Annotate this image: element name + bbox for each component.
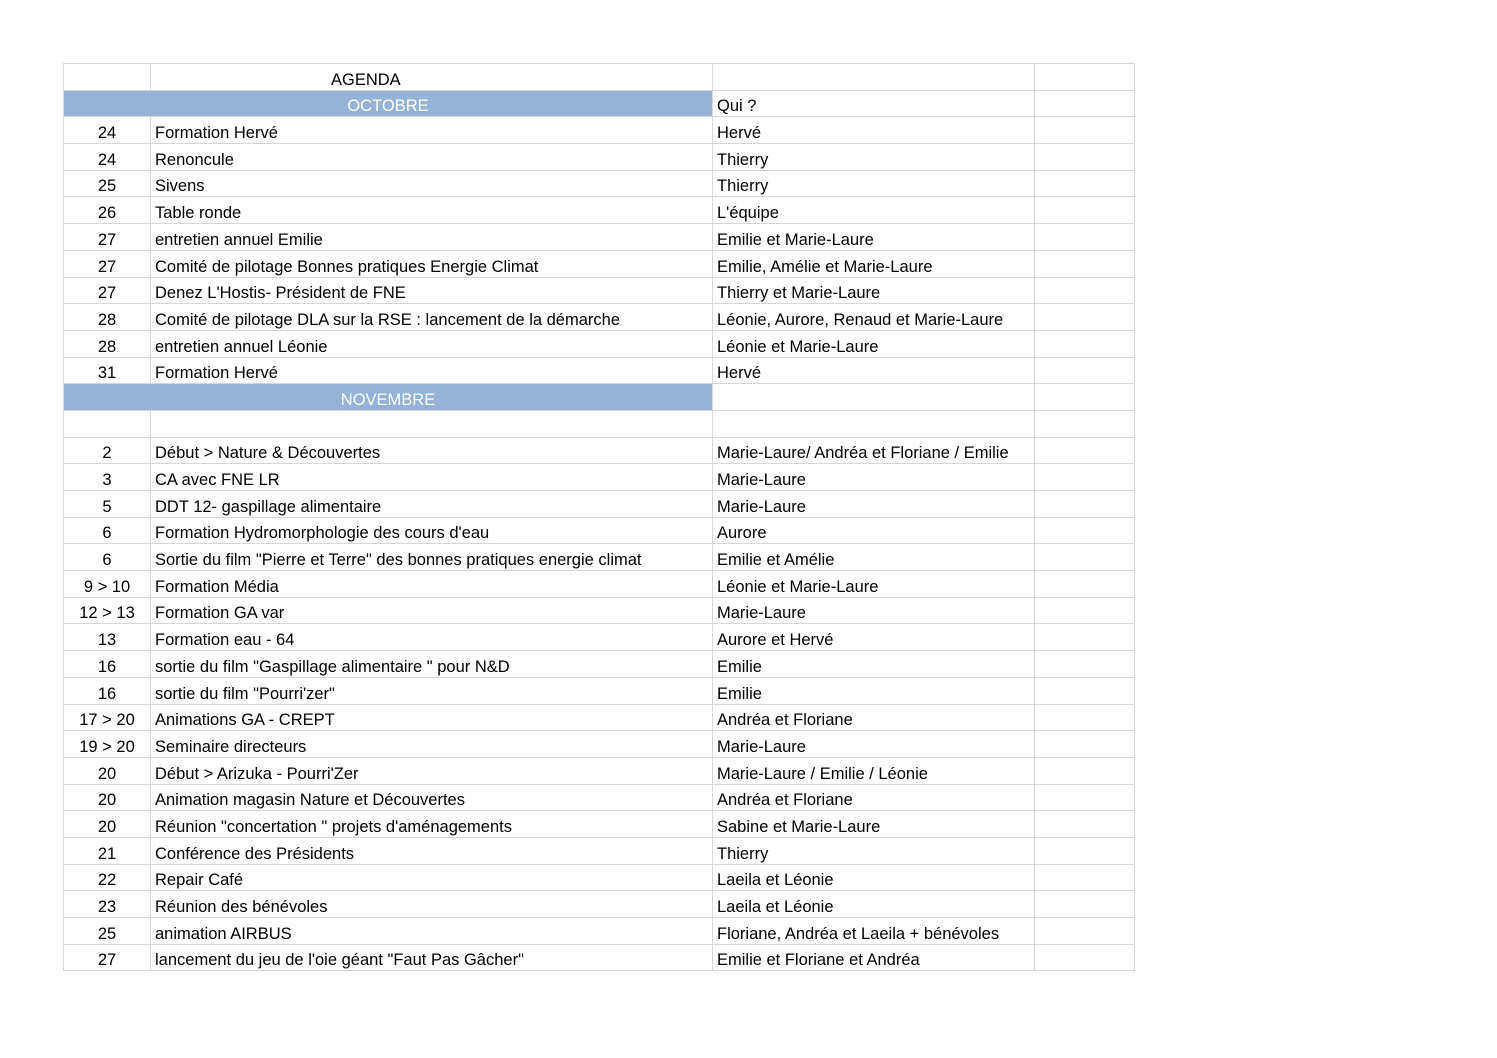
agenda-body [64, 64, 1135, 971]
november-event-row [64, 624, 1135, 651]
date-cell[interactable]: 24 [64, 144, 151, 171]
event-cell[interactable]: Début > Nature & Découvertes [151, 437, 713, 464]
october-event-row [64, 197, 1135, 224]
cell[interactable] [1035, 651, 1135, 678]
who-cell[interactable]: Aurore et Hervé [713, 624, 1035, 651]
event-cell[interactable]: Formation GA var [151, 597, 713, 624]
cell[interactable] [1035, 864, 1135, 891]
cell[interactable] [1035, 250, 1135, 277]
november-event-row [64, 944, 1135, 971]
cell[interactable] [1035, 464, 1135, 491]
cell[interactable] [64, 64, 151, 91]
who-cell[interactable]: Thierry [713, 837, 1035, 864]
date-cell[interactable]: 2 [64, 437, 151, 464]
date-cell[interactable]: 25 [64, 170, 151, 197]
qui-column-header[interactable]: Qui ? [713, 90, 1035, 117]
who-cell[interactable]: Sabine et Marie-Laure [713, 811, 1035, 838]
date-cell[interactable]: 6 [64, 544, 151, 571]
who-cell[interactable]: Thierry et Marie-Laure [713, 277, 1035, 304]
november-event-row [64, 491, 1135, 518]
event-cell[interactable]: DDT 12- gaspillage alimentaire [151, 491, 713, 518]
who-cell[interactable]: Andréa et Floriane [713, 784, 1035, 811]
cell[interactable] [1035, 571, 1135, 598]
date-cell[interactable]: 3 [64, 464, 151, 491]
cell[interactable] [1035, 384, 1135, 411]
event-cell[interactable]: Comité de pilotage Bonnes pratiques Energie Climat [151, 250, 713, 277]
date-cell[interactable]: 20 [64, 784, 151, 811]
cell[interactable] [1035, 811, 1135, 838]
cell[interactable] [1035, 731, 1135, 758]
event-cell[interactable]: Sortie du film "Pierre et Terre" des bonnes pratiques energie climat [151, 544, 713, 571]
event-cell[interactable]: Animations GA - CREPT [151, 704, 713, 731]
event-cell[interactable]: Denez L'Hostis- Président de FNE [151, 277, 713, 304]
who-cell[interactable]: Hervé [713, 117, 1035, 144]
october-event-row [64, 304, 1135, 331]
event-cell[interactable]: Réunion "concertation " projets d'aménagements [151, 811, 713, 838]
month-header-november[interactable]: NOVEMBRE [64, 384, 713, 411]
cell[interactable] [1035, 437, 1135, 464]
who-cell[interactable]: Floriane, Andréa et Laeila + bénévoles [713, 918, 1035, 945]
october-event-row [64, 277, 1135, 304]
cell[interactable] [1035, 624, 1135, 651]
cell[interactable] [1035, 944, 1135, 971]
november-event-row [64, 811, 1135, 838]
event-cell[interactable]: Formation eau - 64 [151, 624, 713, 651]
event-cell[interactable]: Comité de pilotage DLA sur la RSE : lancement de la démarche [151, 304, 713, 331]
date-cell[interactable]: 25 [64, 918, 151, 945]
cell[interactable] [1035, 304, 1135, 331]
who-cell[interactable]: Laeila et Léonie [713, 891, 1035, 918]
date-cell[interactable]: 21 [64, 837, 151, 864]
who-cell[interactable]: Thierry [713, 144, 1035, 171]
event-cell[interactable]: Réunion des bénévoles [151, 891, 713, 918]
event-cell[interactable]: sortie du film "Pourri'zer" [151, 677, 713, 704]
november-event-row [64, 651, 1135, 678]
cell[interactable] [1035, 544, 1135, 571]
cell[interactable] [713, 64, 1035, 91]
october-event-row [64, 224, 1135, 251]
november-event-row [64, 571, 1135, 598]
cell[interactable] [1035, 784, 1135, 811]
november-event-row [64, 437, 1135, 464]
date-cell[interactable]: 20 [64, 811, 151, 838]
cell[interactable] [1035, 597, 1135, 624]
who-cell[interactable]: Marie-Laure [713, 491, 1035, 518]
november-event-row [64, 864, 1135, 891]
cell[interactable] [1035, 918, 1135, 945]
month-header-october[interactable]: OCTOBRE [64, 90, 713, 117]
month-row-october [64, 90, 1135, 117]
event-cell[interactable]: Animation magasin Nature et Découvertes [151, 784, 713, 811]
who-cell[interactable]: Emilie et Marie-Laure [713, 224, 1035, 251]
cell[interactable] [1035, 757, 1135, 784]
october-event-row [64, 250, 1135, 277]
date-cell[interactable]: 27 [64, 277, 151, 304]
date-cell[interactable]: 24 [64, 117, 151, 144]
november-event-row [64, 597, 1135, 624]
november-event-row [64, 757, 1135, 784]
agenda-title[interactable]: AGENDA [151, 64, 713, 91]
who-cell[interactable]: Marie-Laure/ Andréa et Floriane / Emilie [713, 437, 1035, 464]
cell[interactable] [1035, 224, 1135, 251]
who-cell[interactable]: Andréa et Floriane [713, 704, 1035, 731]
october-event-row [64, 144, 1135, 171]
cell[interactable] [1035, 517, 1135, 544]
who-cell[interactable]: L'équipe [713, 197, 1035, 224]
date-cell[interactable]: 16 [64, 651, 151, 678]
date-cell[interactable]: 5 [64, 491, 151, 518]
november-event-row [64, 837, 1135, 864]
who-cell[interactable]: Léonie et Marie-Laure [713, 330, 1035, 357]
event-cell[interactable]: Table ronde [151, 197, 713, 224]
date-cell[interactable]: 16 [64, 677, 151, 704]
cell[interactable] [1035, 837, 1135, 864]
october-event-row [64, 117, 1135, 144]
who-cell[interactable]: Hervé [713, 357, 1035, 384]
date-cell[interactable]: 31 [64, 357, 151, 384]
who-cell[interactable]: Emilie et Amélie [713, 544, 1035, 571]
event-cell[interactable]: Formation Hervé [151, 117, 713, 144]
cell[interactable] [1035, 677, 1135, 704]
date-cell[interactable]: 23 [64, 891, 151, 918]
event-cell[interactable]: CA avec FNE LR [151, 464, 713, 491]
october-event-row [64, 170, 1135, 197]
who-cell[interactable]: Marie-Laure [713, 597, 1035, 624]
november-event-row [64, 784, 1135, 811]
event-cell[interactable]: Renoncule [151, 144, 713, 171]
cell[interactable] [1035, 197, 1135, 224]
event-cell[interactable]: lancement du jeu de l'oie géant "Faut Pas Gâcher" [151, 944, 713, 971]
october-event-row [64, 357, 1135, 384]
who-cell[interactable]: Marie-Laure [713, 464, 1035, 491]
date-cell[interactable]: 27 [64, 224, 151, 251]
who-cell[interactable]: Léonie, Aurore, Renaud et Marie-Laure [713, 304, 1035, 331]
cell[interactable] [713, 384, 1035, 411]
cell[interactable] [713, 410, 1035, 437]
event-cell[interactable]: Formation Hydromorphologie des cours d'eau [151, 517, 713, 544]
event-cell[interactable]: entretien annuel Emilie [151, 224, 713, 251]
date-cell[interactable]: 9 > 10 [64, 571, 151, 598]
cell[interactable] [1035, 90, 1135, 117]
cell[interactable] [151, 410, 713, 437]
october-event-row [64, 330, 1135, 357]
event-cell[interactable]: Sivens [151, 170, 713, 197]
november-event-row [64, 464, 1135, 491]
event-cell[interactable]: Conférence des Présidents [151, 837, 713, 864]
date-cell[interactable]: 28 [64, 330, 151, 357]
event-cell[interactable]: Formation Média [151, 571, 713, 598]
date-cell[interactable]: 28 [64, 304, 151, 331]
november-event-row [64, 891, 1135, 918]
date-cell[interactable]: 6 [64, 517, 151, 544]
date-cell[interactable]: 22 [64, 864, 151, 891]
cell[interactable] [1035, 410, 1135, 437]
cell[interactable] [1035, 64, 1135, 91]
november-event-row [64, 704, 1135, 731]
event-cell[interactable]: entretien annuel Léonie [151, 330, 713, 357]
date-cell[interactable]: 27 [64, 944, 151, 971]
date-cell[interactable]: 17 > 20 [64, 704, 151, 731]
who-cell[interactable]: Aurore [713, 517, 1035, 544]
who-cell[interactable]: Emilie, Amélie et Marie-Laure [713, 250, 1035, 277]
empty-row [64, 410, 1135, 437]
november-event-row [64, 517, 1135, 544]
cell[interactable] [1035, 330, 1135, 357]
event-cell[interactable]: Seminaire directeurs [151, 731, 713, 758]
november-event-row [64, 544, 1135, 571]
who-cell[interactable]: Emilie et Floriane et Andréa [713, 944, 1035, 971]
who-cell[interactable]: Emilie [713, 677, 1035, 704]
november-event-row [64, 677, 1135, 704]
cell[interactable] [1035, 117, 1135, 144]
who-cell[interactable]: Marie-Laure / Emilie / Léonie [713, 757, 1035, 784]
cell[interactable] [1035, 170, 1135, 197]
cell[interactable] [1035, 491, 1135, 518]
november-event-row [64, 918, 1135, 945]
cell[interactable] [64, 410, 151, 437]
cell[interactable] [1035, 357, 1135, 384]
title-row [64, 64, 1135, 91]
cell[interactable] [1035, 277, 1135, 304]
agenda-sheet [63, 63, 1135, 971]
date-cell[interactable]: 12 > 13 [64, 597, 151, 624]
event-cell[interactable]: animation AIRBUS [151, 918, 713, 945]
date-cell[interactable]: 27 [64, 250, 151, 277]
who-cell[interactable]: Marie-Laure [713, 731, 1035, 758]
who-cell[interactable]: Emilie [713, 651, 1035, 678]
date-cell[interactable]: 26 [64, 197, 151, 224]
date-cell[interactable]: 13 [64, 624, 151, 651]
cell[interactable] [1035, 891, 1135, 918]
month-row-november [64, 384, 1135, 411]
cell[interactable] [1035, 144, 1135, 171]
event-cell[interactable]: Repair Café [151, 864, 713, 891]
event-cell[interactable]: Début > Arizuka - Pourri'Zer [151, 757, 713, 784]
date-cell[interactable]: 19 > 20 [64, 731, 151, 758]
november-event-row [64, 731, 1135, 758]
who-cell[interactable]: Thierry [713, 170, 1035, 197]
who-cell[interactable]: Laeila et Léonie [713, 864, 1035, 891]
date-cell[interactable]: 20 [64, 757, 151, 784]
cell[interactable] [1035, 704, 1135, 731]
event-cell[interactable]: sortie du film "Gaspillage alimentaire " pour N&D [151, 651, 713, 678]
who-cell[interactable]: Léonie et Marie-Laure [713, 571, 1035, 598]
event-cell[interactable]: Formation Hervé [151, 357, 713, 384]
